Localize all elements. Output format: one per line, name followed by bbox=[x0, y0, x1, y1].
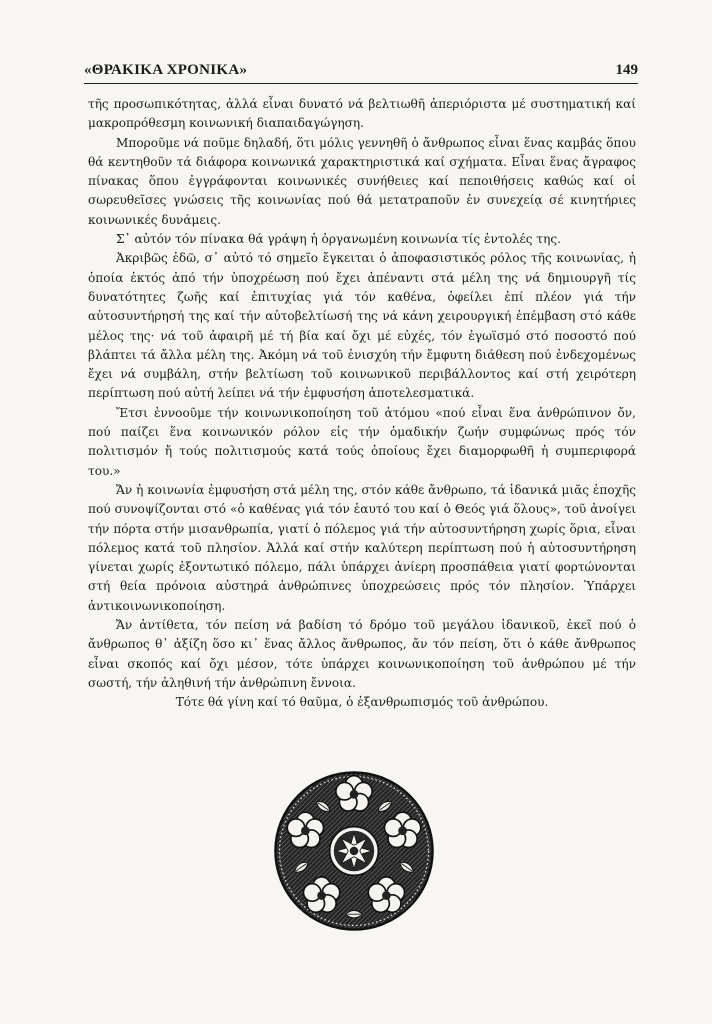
paragraph: Σ᾽ αὐτόν τόν πίνακα θά γράψη ἡ ὀργανωμένη κοινωνία τίς ἐντολές της. bbox=[116, 232, 561, 247]
paragraph: Μποροῦμε νά ποῦμε δηλαδή, ὅτι μόλις γεννηθῆ ὁ ἄνθρωπος εἶναι ἕνας καμβάς ὅπου θά κεντηθοῦν τά διάφορα κοινωνικά χαρακτηριστικά καί σχήματα. Εἶναι ἕνας ἄγραφος πίνακας ὅπου ἐγγράφονται κοινωνικές συνήθειες καί πεποιθήσεις καθώς καί οἱ σωρευθεῖσες γνώσεις τῆς κοινωνίας πού θά μετατραποῦν ἐν συνεχείᾳ σέ κινητήριες κοινωνικές δυνάμεις. bbox=[88, 135, 636, 227]
paragraph: τῆς προσωπικότητας, ἀλλά εἶναι δυνατό νά βελτιωθῆ ἀπεριόριστα μέ συστηματική καί μακροπρόθεσμη κοινωνική διαπαιδαγώγηση. bbox=[88, 97, 636, 131]
article-body bbox=[88, 95, 636, 713]
page-number: 149 bbox=[615, 62, 638, 78]
paragraph: Ἀκριβῶς ἐδῶ, σ᾽ αὐτό τό σημεῖο ἔγκειται ὁ ἀποφασιστικός ρόλος τῆς κοινωνίας, ἡ ὁποία ἐκτός ἀπό τήν ὑποχρέωση πού ἔχει ἀπέναντι στά μέλη της νά δημιουργῆ τίς δυνατότητες ζωῆς καί ἐπιτυχίας γιά τόν καθένα, ὀφείλει ἐπί πλέον γιά τήν αὐτοσυντήρησή της καί τήν αὐτοβελτίωσή της νά κάνη χειρουργική ἐπέμβαση στό κάθε μέλος της· νά τοῦ ἀφαιρῆ μέ τή βία καί ὄχι μέ εὐχές, τόν ἐγωϊσμό στό ποσοστό πού βλάπτει τά ἄλλα μέλη της. Ἀκόμη νά τοῦ ἐνισχύη τήν ἔμφυτη διάθεση πού ἐνδεχομένως ἔχει νά συμβάλη, στήν βελτίωση τοῦ κοινωνικοῦ περιβάλλοντος καί στή χειρότερη περίπτωση πού αὐτή λείπει νά τήν ἐμφυσήση ἀποτελεσματικά. bbox=[88, 251, 636, 401]
paragraph: Ἄν ἀντίθετα, τόν πείση νά βαδίση τό δρόμο τοῦ μεγάλου ἰδανικοῦ, ἐκεῖ πού ὁ ἄνθρωπος θ᾽ ἀξίζη ὅσο κι᾽ ἕνας ἄλλος ἄνθρωπος, ἄν τόν πείση, ὅτι ὁ κάθε ἄνθρωπος εἶναι σκοπός καί ὄχι μέσον, τότε ὑπάρχει κοινωνικοποίηση τοῦ ἀνθρώπου μέ τήν σωστή, τήν ἀληθινή τήν ἀνθρώπινη ἔννοια. bbox=[88, 618, 636, 690]
paragraph: Ἔτσι ἐννοοῦμε τήν κοινωνικοποίηση τοῦ ἀτόμου «πού εἶναι ἕνα ἀνθρώπινον ὄν, πού παίζει ἕνα κοινωνικόν ρόλον εἰς τήν ὁμαδικήν ζωήν συμφώνως πρός τόν πολιτισμόν ἤ τούς πολιτισμούς κατά τούς ὁποίους ἔχει διαμορφωθῆ ἡ συμπεριφορά του.» bbox=[88, 405, 636, 478]
journal-title: «ΘΡΑΚΙΚΑ ΧΡΟΝΙΚΑ» bbox=[84, 62, 248, 78]
paragraph: Ἄν ἡ κοινωνία ἐμφυσήση στά μέλη της, στόν κάθε ἄνθρωπο, τά ἰδανικά μιᾶς ἐποχῆς πού συνοψίζονται στό «ὁ καθένας γιά τόν ἑαυτό του καί ὁ Θεός γιά ὅλους», τοῦ ἀνοίγει τήν πόρτα στήν μισανθρωπία, γιατί ὁ πόλεμος γιά τήν αὐτοσυντήρηση χωρίς ὅρια, εἶναι πόλεμος κατά τοῦ πλησίον. Ἀλλά καί στήν καλύτερη περίπτωση πού ἡ αὐτοσυντήρηση γίνεται χωρίς ἐξοντωτικό πόλεμο, πάλι ὑπάρχει ἀνίερη προσπάθεια γιατί φορτώνονται στή θεία πρόνοια αὐστηρά ἀνθρώπινες ὑποχρεώσεις πρός τόν πλησίον. Ὑπάρχει ἀντικοινωνικοποίηση. bbox=[88, 482, 636, 613]
running-header bbox=[84, 60, 638, 82]
header-rule bbox=[84, 83, 638, 84]
floral-rosette-icon bbox=[273, 770, 435, 932]
closing-line: Τότε θά γίνη καί τό θαῦμα, ὁ ἐξανθρωπισμός τοῦ ἀνθρώπου. bbox=[175, 695, 549, 710]
